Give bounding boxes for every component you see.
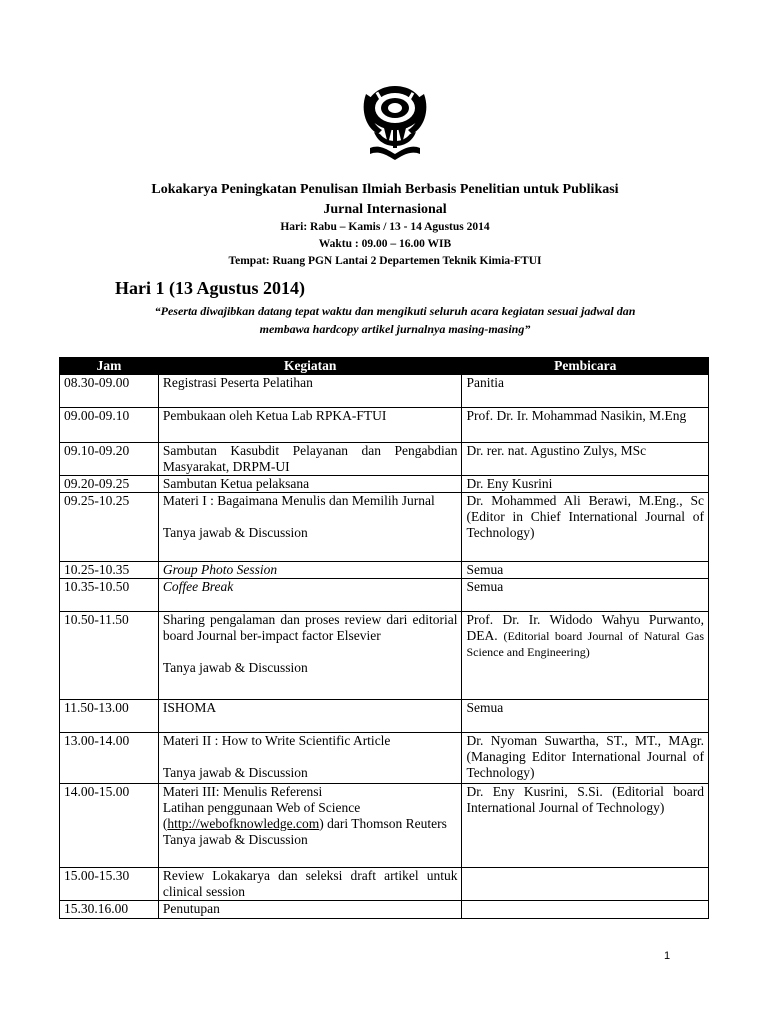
row-activity: Group Photo Session xyxy=(158,562,462,579)
row-time: 08.30-09.00 xyxy=(60,375,159,408)
header-time: Jam xyxy=(60,358,159,375)
table-row xyxy=(60,784,709,868)
table-row xyxy=(60,443,709,476)
row-activity: Coffee Break xyxy=(158,579,462,612)
row-time: 09.20-09.25 xyxy=(60,476,159,493)
row-time: 10.35-10.50 xyxy=(60,579,159,612)
header-speaker: Pembicara xyxy=(462,358,709,375)
row-speaker: Prof. Dr. Ir. Mohammad Nasikin, M.Eng xyxy=(462,408,709,443)
row-activity: ISHOMA xyxy=(158,700,462,733)
row-time: 09.00-09.10 xyxy=(60,408,159,443)
row-time: 13.00-14.00 xyxy=(60,733,159,784)
row-time: 14.00-15.00 xyxy=(60,784,159,868)
row-activity: Sambutan Kasubdit Pelayanan dan Pengabdian Masyarakat, DRPM-UI xyxy=(158,443,462,476)
document-title xyxy=(60,180,710,220)
activity-source: (http://webofknowledge.com) dari Thomson Reuters xyxy=(162,816,447,831)
table-header-row xyxy=(60,358,709,375)
table-row xyxy=(60,612,709,700)
activity-qa: Tanya jawab & Discussion xyxy=(162,525,308,540)
notice-line-2: membawa hardcopy artikel jurnalnya masing-masing” xyxy=(259,322,531,336)
time-line: Waktu : 09.00 – 16.00 WIB xyxy=(318,238,452,250)
row-speaker xyxy=(462,901,709,919)
table-row xyxy=(60,493,709,562)
day-title: Hari 1 (13 Agustus 2014) xyxy=(115,278,306,298)
row-time: 10.50-11.50 xyxy=(60,612,159,700)
row-time: 15.00-15.30 xyxy=(60,868,159,901)
place-line: Tempat: Ruang PGN Lantai 2 Departemen Teknik Kimia-FTUI xyxy=(228,255,542,267)
notice-line-1: “Peserta diwajibkan datang tepat waktu dan mengikuti seluruh acara kegiatan sesuai jadwal dan xyxy=(154,304,636,318)
table-row xyxy=(60,733,709,784)
row-time: 11.50-13.00 xyxy=(60,700,159,733)
speaker-main: Prof. Dr. Ir. Widodo Wahyu Purwanto, DEA. xyxy=(466,612,704,643)
row-activity xyxy=(158,493,462,562)
header-activity: Kegiatan xyxy=(158,358,462,375)
row-speaker xyxy=(462,868,709,901)
row-speaker: Semua xyxy=(462,700,709,733)
table-row xyxy=(60,700,709,733)
activity-main: Sharing pengalaman dan proses review dari editorial board Journal ber-impact factor Elsevier xyxy=(162,612,458,643)
activity-qa: Tanya jawab & Discussion xyxy=(162,660,308,675)
table-row xyxy=(60,375,709,408)
activity-qa: Tanya jawab & Discussion xyxy=(162,832,308,847)
row-speaker: Dr. Eny Kusrini xyxy=(462,476,709,493)
activity-main: Materi I : Bagaimana Menulis dan Memilih Jurnal xyxy=(162,493,435,508)
row-speaker xyxy=(462,612,709,700)
row-activity xyxy=(158,784,462,868)
title-line-1: Lokakarya Peningkatan Penulisan Ilmiah Berbasis Penelitian untuk Publikasi xyxy=(151,182,619,197)
row-activity: Registrasi Peserta Pelatihan xyxy=(158,375,462,408)
row-activity: Pembukaan oleh Ketua Lab RPKA-FTUI xyxy=(158,408,462,443)
page-number: 1 xyxy=(664,950,671,962)
table-row xyxy=(60,476,709,493)
row-activity xyxy=(158,733,462,784)
row-speaker: Dr. Eny Kusrini, S.Si. (Editorial board International Journal of Technology) xyxy=(462,784,709,868)
row-time: 15.30.16.00 xyxy=(60,901,159,919)
table-row xyxy=(60,901,709,919)
activity-main: Materi II : How to Write Scientific Article xyxy=(162,733,391,748)
title-line-2: Jurnal Internasional xyxy=(323,202,447,217)
row-activity: Review Lokakarya dan seleksi draft artikel untuk clinical session xyxy=(158,868,462,901)
row-activity: Sambutan Ketua pelaksana xyxy=(158,476,462,493)
university-emblem-logo xyxy=(356,84,434,160)
row-speaker: Semua xyxy=(462,579,709,612)
row-speaker: Dr. Nyoman Suwartha, ST., MT., MAgr. (Managing Editor International Journal of Technology) xyxy=(462,733,709,784)
participant-notice xyxy=(110,302,680,338)
row-time: 09.10-09.20 xyxy=(60,443,159,476)
row-activity xyxy=(158,612,462,700)
speaker-role: (Editorial board Journal of Natural Gas Science and Engineering) xyxy=(466,629,705,659)
row-speaker: Semua xyxy=(462,562,709,579)
table-row xyxy=(60,579,709,612)
web-of-knowledge-link[interactable]: http://webofknowledge.com xyxy=(167,816,320,831)
activity-main: Materi III: Menulis Referensi xyxy=(162,784,323,799)
table-row xyxy=(60,562,709,579)
row-speaker: Panitia xyxy=(462,375,709,408)
date-line: Hari: Rabu – Kamis / 13 - 14 Agustus 2014 xyxy=(280,221,490,233)
table-row xyxy=(60,868,709,901)
row-speaker: Dr. Mohammed Ali Berawi, M.Eng., Sc (Editor in Chief International Journal of Technology) xyxy=(462,493,709,562)
schedule-table xyxy=(59,357,709,919)
row-time: 10.25-10.35 xyxy=(60,562,159,579)
row-speaker: Dr. rer. nat. Agustino Zulys, MSc xyxy=(462,443,709,476)
activity-practice: Latihan penggunaan Web of Science xyxy=(162,800,361,815)
row-time: 09.25-10.25 xyxy=(60,493,159,562)
table-row xyxy=(60,408,709,443)
activity-qa: Tanya jawab & Discussion xyxy=(162,765,308,780)
row-activity: Penutupan xyxy=(158,901,462,919)
activity-source-rest: dari Thomson Reuters xyxy=(327,816,447,831)
